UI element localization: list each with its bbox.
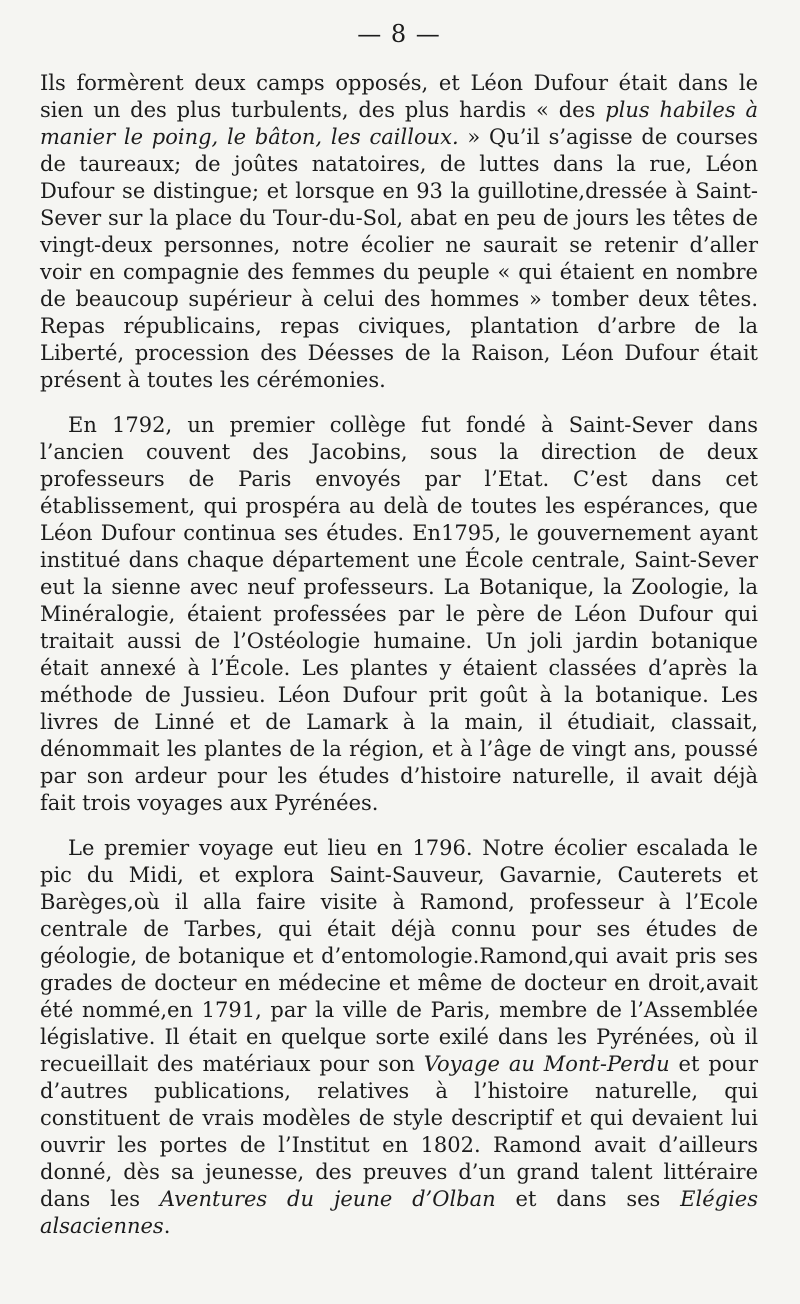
text-segment: En 1792, un premier collège fut fondé à Saint-Sever dans l’ancien couvent des Jacobins, sous la direction de deux professeurs de Paris envoyés par l’Etat. C’est dans cet établissement, qui prospéra au delà de toutes les espérances, que Léon Dufour continua ses études. En1795, le gouvernement ayant institué dans chaque département une École centrale, Saint-Sever eut la sienne avec neuf professeurs. La Botanique, la Zoologie, la Minéralogie, étaient professées par le père de Léon Dufour qui traitait aussi de l’Ostéologie humaine. Un joli jardin botanique était annexé à l’École. Les plantes y étaient classées d’après la méthode de Jussieu. Léon Dufour prit goût à la botanique. Les livres de Linné et de Lamark à la main, il étudiait, classait, dénommait les plantes de la région, et à l’âge de vingt ans, poussé par son ardeur pour les études d’histoire naturelle, il avait déjà fait trois voyages aux Pyrénées. bbox=[40, 413, 758, 815]
italic-segment: Aventures du jeune d’Olban bbox=[159, 1187, 496, 1211]
text-segment: . bbox=[163, 1214, 171, 1238]
text-segment: et pour d’autres publications, relatives à l’histoire naturelle, qui constituent de vrais modèles de style descriptif et qui devaient lui ouvrir les portes de l’Institut en 1802. Ramond avait d’ailleurs donné, dès sa jeunesse, des preuves d’un grand talent littéraire dans les bbox=[40, 1052, 758, 1211]
italic-segment: Voyage au Mont-Perdu bbox=[423, 1052, 670, 1076]
text-segment: Le premier voyage eut lieu en 1796. Notre écolier escalada le pic du Midi, et explora Saint-Sauveur, Gavarnie, Cauterets et Barèges,où il alla faire visite à Ramond, professeur à l’Ecole centrale de Tarbes, qui était déjà connu pour ses études de géologie, de botanique et d’entomologie.Ramond,qui avait pris ses grades de docteur en médecine et même de docteur en droit,avait été nommé,en 1791, par la ville de Paris, membre de l’Assemblée législative. Il était en quelque sorte exilé dans les Pyrénées, où il recueillait des matériaux pour son bbox=[40, 836, 758, 1076]
page-number: — 8 — bbox=[357, 20, 441, 48]
text-segment: Ils formèrent deux camps opposés, et Léon Dufour était dans le sien un des plus turbulents, des plus hardis « des bbox=[40, 71, 758, 122]
italic-segment: plus habiles à manier le poing, le bâton, les cailloux. bbox=[40, 98, 758, 149]
paragraph-1 bbox=[40, 70, 758, 394]
text-segment: et dans ses bbox=[495, 1187, 681, 1211]
paragraph-2 bbox=[40, 412, 758, 817]
italic-segment: Elégies alsaciennes bbox=[40, 1187, 758, 1238]
text-segment: » Qu’il s’agisse de courses de taureaux; de joûtes natatoires, de luttes dans la rue, Léon Dufour se distingue; et lorsque en 93 la guillotine,dressée à Saint-Sever sur la place du Tour-du-Sol, abat en peu de jours les têtes de vingt-deux personnes, notre écolier ne saurait se retenir d’aller voir en compagnie des femmes du peuple « qui étaient en nombre de beaucoup supérieur à celui des hommes » tomber deux têtes. Repas républicains, repas civiques, plantation d’arbre de la Liberté, procession des Déesses de la Raison, Léon Dufour était présent à toutes les cérémonies. bbox=[40, 125, 758, 392]
paragraph-3 bbox=[40, 835, 758, 1240]
